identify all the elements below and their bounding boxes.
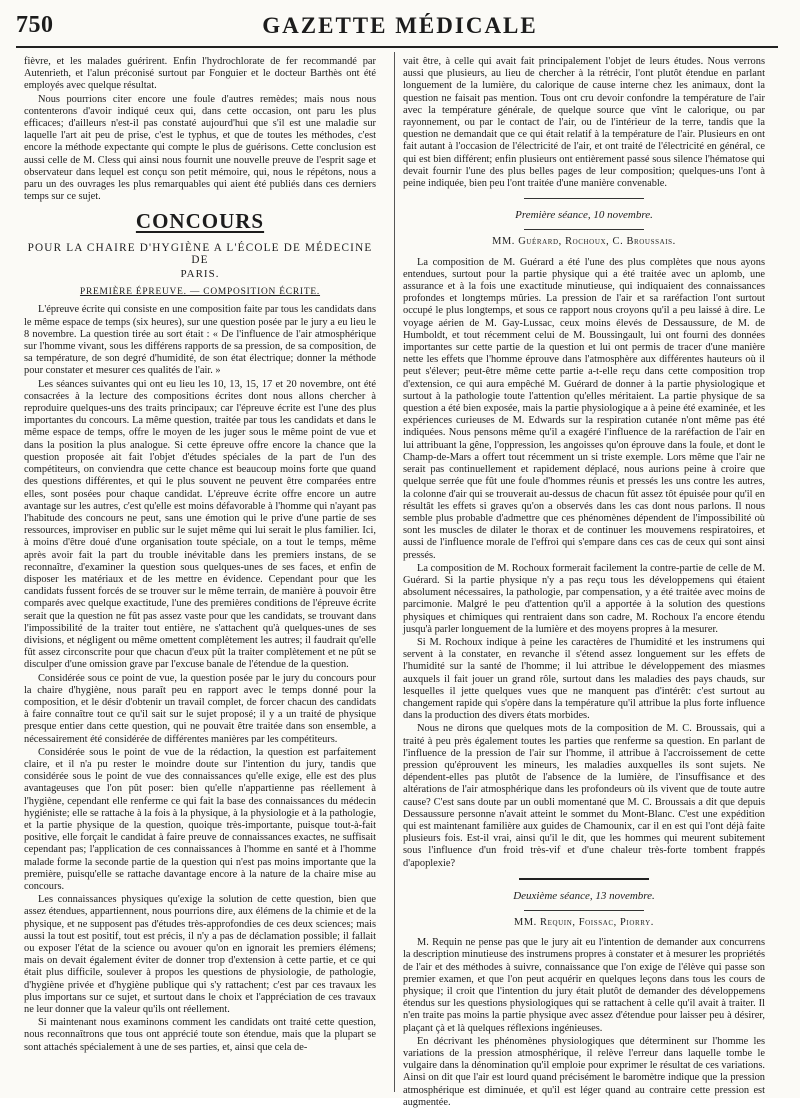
paragraph: M. Requin ne pense pas que le jury ait eu l'intention de demander aux concurrens la description minutieuse des instrumens propres à constater et à mesurer les propriétés de l'air et des méthodes à suivre, connaissance que l'on exige de l'élève qui passe son premier examen, et que l'on peut acquérir en quelques leçons dans tous les cours de physique; il croit que l'intention du jury était plutôt de demander des développemens étendus sur les questions physiologiques qui se rattachent à celle qu'il avait à traiter. Il n'en traite pas moins la partie physique avec assez d'étendue pour laisser peu à désirer, plaçant çà et là quelques réflexions ingénieuses. bbox=[403, 937, 765, 1034]
journal-title: GAZETTE MÉDICALE bbox=[262, 13, 538, 38]
section-subtitle: POUR LA CHAIRE D'HYGIÈNE A L'ÉCOLE DE MÉDECINE DE bbox=[27, 241, 373, 266]
left-column bbox=[24, 56, 376, 1091]
section-rule bbox=[524, 198, 644, 199]
section-rule bbox=[524, 910, 644, 911]
page-header bbox=[16, 4, 784, 44]
seance-title: Première séance, 10 novembre. bbox=[515, 209, 653, 222]
paragraph: La composition de M. Rochoux formerait facilement la contre-partie de celle de M. Guérard. Si la partie physique n'y a pas reçu tous les développemens qui étaient absolument nécessaires, la pathologie, par compensation, y a été traitée avec moins de parcimonie. Malgré le peu d'attention qu'il a apportée à la solution des questions physiques et chimiques qui rentraient dans son cadre, M. Rochoux l'a encore étendu jusqu'à parler longuement de la lumière et des moyens propres à la mesurer. bbox=[403, 562, 765, 635]
paragraph: vait être, à celle qui avait fait principalement l'objet de leurs études. Nous verrons aussi que plusieurs, au lieu de chercher à la rétrécir, l'ont plutôt étendue en parlant longuement de la lumière, du calorique de cause interne chez les animaux, dont la question ne faisait pas mention. Tous ont cru devoir confondre la température de l'air avec la température générale, de quelque source que vînt le calorique, ou par rayonnement, ou par le contact de l'air, ou de l'intérieur de la terre, tandis que la question ne demandait que ce qui était relatif à la température de l'air. Plusieurs en ont fait autant à l'occasion de l'électricité de l'air, et ont traité de l'électricité en général, ce qui est bien différent; enfin plusieurs ont entièrement passé sous silence l'hématose qui devait fournir l'une des plus belles pages de leur composition; quelques-uns l'ont à peine indiquée, bien peu l'ont traitée d'une manière convenable. bbox=[403, 56, 765, 190]
paragraph: Si maintenant nous examinons comment les candidats ont traité cette question, nous reconnaîtrons que tous ont apprécié toute son étendue, mais que la plupart se sont attachés spécialement à une de ses parties, et, ainsi que cela de- bbox=[24, 1017, 376, 1053]
paragraph: Les séances suivantes qui ont eu lieu les 10, 13, 15, 17 et 20 novembre, ont été consacrées à la lecture des compositions écrites dont nous allons chercher à reproduire quelques-uns des traits principaux; car l'épreuve écrite est l'une des plus importantes du concours. La même question, traitée par tous les candidats et dans le même espace de temps, offre le moyen de les juger sous le même point de vue et dans la position la plus analogue. Si cette épreuve offre encore la chance que la question proposée ait fait l'objet d'études spéciales de la part de l'un des compétiteurs, on conviendra que cette chance est beaucoup moins forte que quand des questions différentes, et qui le plus souvent ne peuvent être comparées entre elles, sont posées pour chaque candidat. L'épreuve écrite offre encore un autre avantage sur les autres, c'est qu'elle est moins défavorable à l'homme qui n'ayant pas l'habitude des concours ne peut, sans une émotion qui le prive d'une partie de ses ressources, improviser en public sur le sujet même qui lui serait le plus familier. Ici, à moins d'être doué d'une organisation toute spéciale, on a tout le temps, même après avoir fait la part du trouble inévitable dans les premiers instans, de se reconnaître, d'examiner la question sous quelques-unes de ses faces, et enfin de disposer les matériaux et de les mettre en évidence. Cependant pour que les candidats fussent forcés de se trouver sur le même terrain, de manière à pouvoir être comparés avec quelque exactitude, l'une des premières conditions de l'épreuve écrite serait que la question ne fût pas assez vaste pour que les candidats, se trouvant dans l'impossibilité de la traiter tout entière, ne s'attachent qu'à quelques-unes de ses divisions, et négligent ou même omettent complètement les autres; il faudrait qu'elle fût assez circonscrite pour que chacun d'eux pût la traiter complètement et ne pût se disculper d'une omission grave par l'excuse banale de l'étendue de la question. bbox=[24, 378, 376, 671]
candidates-names: MM. Requin, Foissac, Piorry. bbox=[513, 917, 654, 928]
right-column bbox=[403, 56, 765, 1108]
paragraph: En décrivant les phénomènes physiologiques que déterminent sur l'homme les variations de la pression atmosphérique, il relève l'erreur dans laquelle tombe le vulgaire dans la dénomination qu'il emploie pour exprimer le résultat de ces variations. Ainsi on dit que l'air est lourd quand précisément le baromètre indique que la pression atmosphérique est diminuée, et qu'il est léger quand au contraire cette pression est augmentée. bbox=[403, 1035, 765, 1108]
section-rule bbox=[519, 878, 649, 880]
paragraph: Considérée sous le point de vue de la rédaction, la question est parfaitement claire, et il n'a pu rester le moindre doute sur l'intention du jury, tandis que considérée sous le point de vue des connaissances qu'elle exige, elle est des plus avantageuses que l'on pût poser: bien qu'elle n'appartienne pas réellement à l'hygiène, cependant elle renferme ce qui fait la base des connaissances du médecin hygiéniste; elle se rattache à la fois à la physique, à la physiologie et à la pathologie, et la partie physique de la question, quoique très-importante, puisque tout-à-fait positive, elle forçait le candidat à faire preuve de connaissances exactes, ne suffisait cependant pas; l'application de ces connaissances à l'homme en santé et à l'homme malade forme la seconde partie de la question qui n'est pas moins importante que la première, puisqu'elle se rattache davantage encore à la nature de la chaire mise au concours. bbox=[24, 746, 376, 892]
paragraph: Considérée sous ce point de vue, la question posée par le jury du concours pour la chaire d'hygiène, nous paraît peu en rapport avec le temps donné pour la composition, et le désir d'obtenir un travail complet, de forcer chacun des candidats à faire connaître tout ce qu'il sait sur le sujet proposé; il y a un traité de physique presque entier dans cette question, qui ne pouvait être traitée dans son ensemble, a nécessairement été considérée de différentes manières par les compétiteurs. bbox=[24, 672, 376, 745]
section-title: CONCOURS bbox=[135, 209, 265, 234]
page-number: 750 bbox=[16, 12, 54, 38]
seance-title: Deuxième séance, 13 novembre. bbox=[513, 889, 655, 902]
section-city: PARIS. bbox=[180, 268, 220, 281]
header-rule bbox=[16, 46, 778, 48]
paragraph: Nous pourrions citer encore une foule d'autres remèdes; mais nous nous contenterons d'avoir indiqué ceux qui, dans cette occasion, ont paru les plus efficaces; d'ailleurs n'est-il pas constaté aujourd'hui que s'il est une maladie sur laquelle l'art ait peu de prise, c'est le typhus, et que de toutes les méthodes, c'est encore la méthode expectante qui compte le plus de guérisons. Cette conclusion est aussi celle de M. Cless qui ainsi nous fournit une nouvelle preuve de l'esprit sage et observateur dans lequel est conçu son petit mémoire, qui, nous le répétons, nous a paru un des ouvrages les plus remarquables qui aient été publiés dans ces derniers temps sur ce sujet. bbox=[24, 93, 376, 203]
paragraph: fièvre, et les malades guérirent. Enfin l'hydrochlorate de fer recommandé par Autenrieth, et l'alun préconisé surtout par Fonguier et le docteur Barthès ont été employés avec quelque résultat. bbox=[24, 56, 376, 92]
paragraph: L'épreuve écrite qui consiste en une composition faite par tous les candidats dans le même espace de temps (six heures), sur une question posée par le jury a eu lieu le 8 novembre. La question tirée au sort était : « De l'influence de l'air atmosphérique sur l'homme vivant, sous les différens rapports de sa pression, de sa composition, de sa température, de son degré d'humidité, de son état électrique; donner la méthode pour constater et mesurer ces qualités de l'air. » bbox=[24, 304, 376, 377]
paragraph: Si M. Rochoux indique à peine les caractères de l'humidité et les instrumens qui servent à la constater, en revanche il s'étend assez longuement sur les effets de l'humidité sur la santé de l'homme; il lui attribue le développement des miasmes auxquels il fait jouer un grand rôle, surtout dans les maladies des pays chauds, sur lesquelles il jette quelques vues que ne manquent pas d'intérêt: c'est surtout au changement rapide qui s'opère dans la température qu'il attribue la plus forte influence dans la production des divers états morbides. bbox=[403, 636, 765, 722]
paragraph: Les connaissances physiques qu'exige la solution de cette question, bien que assez étendues, appartiennent, nous pourrions dire, aux élémens de la chimie et de la physique, et ne supposent pas d'études très-approfondies de ces deux sciences; mais aussi la tout est positif, tout est précis, il n'y a pas de déclamation possible; il fallait ou exposer l'état de la science ou avouer qu'on en ignorait les premiers élémens; mais on devait également éviter de donner trop d'extension à cette partie, et ce qui était plus difficile, soulever à propos les questions de physiologie, de pathologie, d'hygiène privée et d'hygiène publique qui s'y rattachent; c'est par ces travaux les plus importans sur ce sujet, et surtout dans le choix et l'appréciation de ces travaux ne leur donner que la valeur qu'ils ont réellement. bbox=[24, 894, 376, 1016]
candidates-names: MM. Guérard, Rochoux, C. Broussais. bbox=[492, 236, 676, 248]
column-divider bbox=[394, 52, 395, 1092]
epreuve-heading: PREMIÈRE ÉPREUVE. — COMPOSITION ÉCRITE. bbox=[79, 287, 321, 298]
paragraph: Nous ne dirons que quelques mots de la composition de M. C. Broussais, qui a traité à peu près également toutes les parties que renferme sa question. En parlant de l'influence de la pression de l'air sur l'homme, il attribue à l'accroissement de cette pression qu'éprouvent les mineurs, les maladies auxquelles ils sont sujets. Ne dépendent-elles pas plutôt de l'absence de la lumière, de l'insuffisance et des altérations de l'air atmosphérique dans les profondeurs où ils vivent que de toute autre cause? C'est sans doute par un oubli momentané que M. C. Broussais a dit que depuis Dessaussure personne n'avait atteint le sommet du Mont-Blanc. C'est une expédition qui est maintenant familière aux guides de Chamounix, car il en est qui l'ont déjà faite plusieurs fois. Est-il vrai, ainsi qu'il le dit, que les hommes qui meurent subitement sous l'influence d'un froid très-vif et d'une chaleur très-forte tombent frappés d'apoplexie? bbox=[403, 723, 765, 869]
paragraph: La composition de M. Guérard a été l'une des plus complètes que nous ayons entendues, surtout pour la partie physique qui a été traitée avec un aplomb, une assurance et à la fois une exactitude minutieuse, qui indiquaient des connaissances profondes et longtemps mûries. La pression de l'air et sa raréfaction l'ont surtout occupé le plus longtemps, et sous ce rapport nous croyons qu'il a peu laissé à dire. Le voyage aérien de M. Gay-Lussac, ceux moins élevés de Dessaussure, de M. de Humboldt, et tout récemment celui de M. Boussingault, lui ont fourni des données importantes sur cette partie de la question et lui ont permis de tracer d'une manière nette les effets que l'homme éprouve dans l'atmosphère aux différentes hauteurs où il peut s'élever; peut-être même cette partie a-t-elle reçu dans cette composition trop d'extension, ce qui aura empêché M. Guérard de donner à la partie physiologique et surtout à la pathologie toute l'attention qu'elles méritaient. La partie physique de sa question a été bien exposée, mais la partie physiologique a à peine été examinée, et les expériences curieuses de M. Edwards sur la respiration cutanée n'ont même pas été indiquées. Nous pensons même qu'il a exagéré l'influence de la raréfaction de l'air en lui attribuant la gêne, l'oppression, les angoisses qu'on éprouve dans la foule, et dont le Champ-de-Mars a offert tout récemment un si triste exemple. Lors même que l'air ne serait pas continuellement et rapidement déplacé, nous aurions peine à croire que quelque serrée que fût une foule d'hommes réunis et pressés les uns contre les autres, la colonne d'air qui se trouverait au-dessus de chacun fût assez tôt épuisée pour qu'il en résultât les effets si graves qu'on a observés dans les cas dont nous parlons. Il nous semble plus probable d'admettre que ces phénomènes dépendent de l'impossibilité où sont les muscles de dilater le thorax et de continuer les mouvemens respiratoires, et aussi de l'influence morale de l'effroi qui s'empare dans ces cas de ceux qui sont ainsi pressés. bbox=[403, 256, 765, 561]
section-rule bbox=[524, 229, 644, 230]
